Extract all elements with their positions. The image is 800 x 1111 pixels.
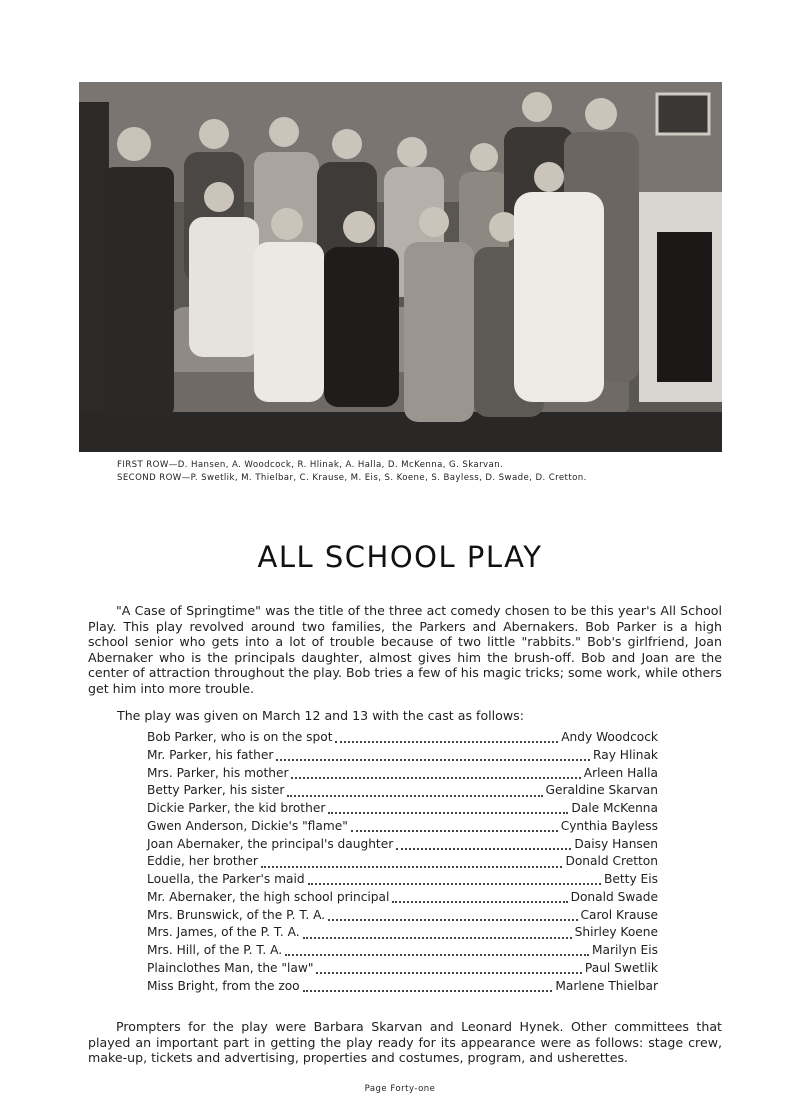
leader-dots xyxy=(261,865,563,868)
leader-dots xyxy=(335,740,558,743)
cast-role: Mr. Abernaker, the high school principal xyxy=(147,889,390,904)
caption-second-row: SECOND ROW—P. Swetlik, M. Thielbar, C. Krause, M. Eis, S. Koene, S. Bayless, D. Swade, D. Cretton. xyxy=(117,473,587,483)
cast-role: Louella, the Parker's maid xyxy=(147,872,305,886)
cast-role: Joan Abernaker, the principal's daughter xyxy=(147,836,394,851)
cast-role: Betty Parker, his sister xyxy=(147,783,285,798)
cast-actor: Andy Woodcock xyxy=(561,730,658,744)
leader-dots xyxy=(396,847,571,850)
cast-role: Bob Parker, who is on the spot xyxy=(147,730,333,744)
leader-dots xyxy=(328,918,577,921)
cast-actor: Daisy Hansen xyxy=(574,836,658,851)
cast-row xyxy=(147,943,658,961)
group-photo xyxy=(79,82,722,452)
cast-row xyxy=(147,837,658,855)
cast-row xyxy=(147,783,658,801)
leader-dots xyxy=(392,900,567,903)
cast-row xyxy=(147,908,658,926)
cast-role: Mrs. Parker, his mother xyxy=(147,765,289,780)
cast-actor: Paul Swetlik xyxy=(584,960,658,975)
group-photo-drawing xyxy=(79,82,722,452)
cast-row xyxy=(147,925,658,943)
cast-role: Plainclothes Man, the "law" xyxy=(147,960,314,975)
cast-row xyxy=(147,766,658,784)
cast-role: Mrs. James, of the P. T. A. xyxy=(147,925,300,940)
cast-row xyxy=(147,819,658,837)
leader-dots xyxy=(316,971,581,974)
cast-role: Eddie, her brother xyxy=(147,854,258,869)
cast-row xyxy=(147,890,658,908)
cast-role: Mrs. Brunswick, of the P. T. A. xyxy=(147,907,326,922)
leader-dots xyxy=(276,758,590,761)
cast-list xyxy=(147,730,658,996)
cast-row xyxy=(147,979,658,997)
leader-dots xyxy=(328,811,568,814)
leader-dots xyxy=(303,936,572,939)
cast-intro: The play was given on March 12 and 13 with the cast as follows: xyxy=(117,708,524,723)
photo-caption xyxy=(117,459,737,485)
page-title: ALL SCHOOL PLAY xyxy=(257,540,543,574)
cast-actor: Donald Swade xyxy=(570,889,658,904)
leader-dots xyxy=(291,776,580,779)
story-paragraph: "A Case of Springtime" was the title of the three act comedy chosen to be this year's All School Play. This play revolved around two families, the Parkers and Abernakers. Bob Parker is a high school senior who gets into a lot of trouble because of two little "rabbits." Bob's girlfriend, Joan Abernaker who is the principals daughter, almost gives him the brush-off. Bob and Joan are the center of attraction throughout the play. Bob tries a few of his magic tricks; some work, while others get him into more trouble. xyxy=(88,603,722,696)
cast-actor: Cynthia Bayless xyxy=(560,818,658,833)
cast-role: Miss Bright, from the zoo xyxy=(147,978,300,993)
cast-actor: Shirley Koene xyxy=(574,925,658,940)
cast-role: Mrs. Hill, of the P. T. A. xyxy=(147,943,283,957)
cast-actor: Ray Hlinak xyxy=(593,747,658,762)
leader-dots xyxy=(285,953,589,956)
cast-row xyxy=(147,872,658,890)
closing-paragraph xyxy=(88,1019,722,1066)
leader-dots xyxy=(351,829,558,832)
cast-actor: Dale McKenna xyxy=(571,801,658,815)
cast-actor: Geraldine Skarvan xyxy=(545,783,658,798)
intro-paragraph xyxy=(88,603,722,697)
cast-actor: Betty Eis xyxy=(604,872,658,886)
leader-dots xyxy=(287,794,542,797)
cast-row xyxy=(147,748,658,766)
cast-actor: Marlene Thielbar xyxy=(555,978,658,993)
cast-actor: Donald Cretton xyxy=(565,854,658,869)
cast-row xyxy=(147,801,658,819)
cast-row xyxy=(147,961,658,979)
cast-role: Gwen Anderson, Dickie's "flame" xyxy=(147,818,348,833)
committees-paragraph: Prompters for the play were Barbara Skarvan and Leonard Hynek. Other committees that played an important part in getting the play ready for its appearance were as follows: stage crew, make-up, tickets and advertising, properties and costumes, program, and usherettes. xyxy=(88,1019,722,1066)
cast-row xyxy=(147,730,658,748)
caption-first-row: FIRST ROW—D. Hansen, A. Woodcock, R. Hlinak, A. Halla, D. McKenna, G. Skarvan. xyxy=(117,460,504,470)
cast-row xyxy=(147,854,658,872)
cast-actor: Carol Krause xyxy=(580,907,658,922)
cast-actor: Marilyn Eis xyxy=(591,943,658,957)
leader-dots xyxy=(308,882,601,885)
page-number: Page Forty-one xyxy=(364,1084,436,1094)
leader-dots xyxy=(303,989,553,992)
cast-role: Mr. Parker, his father xyxy=(147,747,274,762)
cast-role: Dickie Parker, the kid brother xyxy=(147,801,326,815)
cast-actor: Arleen Halla xyxy=(583,765,658,780)
